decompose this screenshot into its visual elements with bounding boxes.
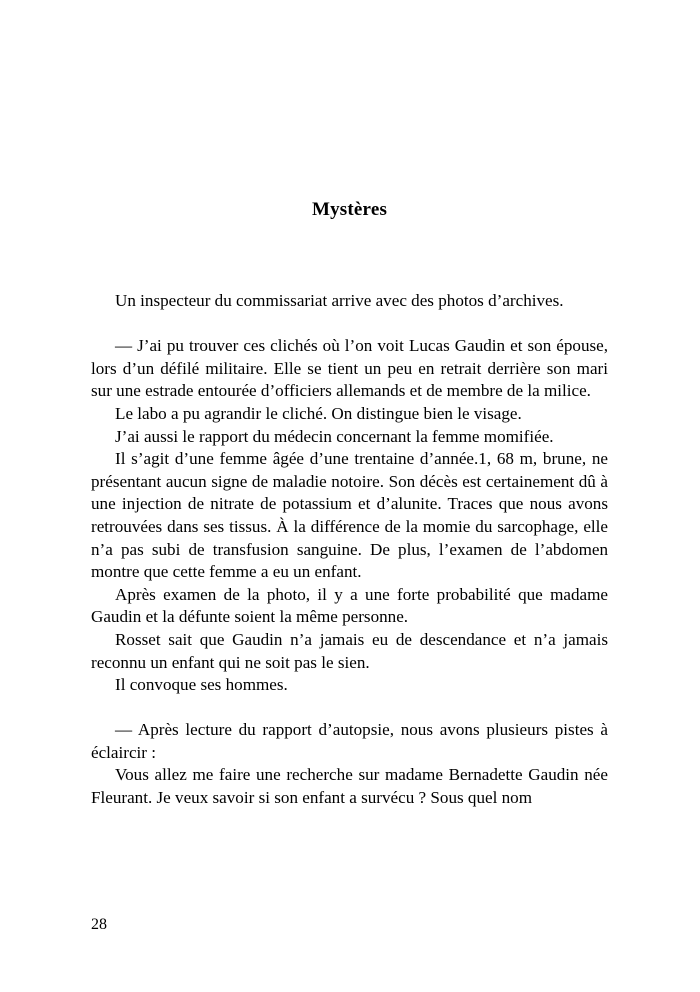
text-column: [91, 0, 608, 810]
paragraph: Il s’agit d’une femme âgée d’une trentaine d’année.1, 68 m, brune, ne présentant aucun signe de maladie notoire. Son décès est certainement dû à une injection de nitrate de potassium et d’alunite. Traces que nous avons retrouvées dans ses tissus. À la différence de la momie du sarcophage, elle n’a pas subi de transfusion sanguine. De plus, l’examen de l’abdomen montre que cette femme a eu un enfant.: [91, 449, 608, 582]
paragraph: — Après lecture du rapport d’autopsie, nous avons plusieurs pistes à éclaircir :: [91, 720, 608, 762]
paragraph: Un inspecteur du commissariat arrive avec des photos d’archives.: [115, 291, 564, 310]
page-title: Mystères: [311, 199, 388, 220]
paragraph: — J’ai pu trouver ces clichés où l’on voit Lucas Gaudin et son épouse, lors d’un défilé militaire. Elle se tient un peu en retrait derrière son mari sur une estrade entourée d’officiers allemands et de membre de la milice.: [91, 336, 608, 401]
paragraph: Il convoque ses hommes.: [115, 675, 288, 695]
paragraph: Rosset sait que Gaudin n’a jamais eu de descendance et n’a jamais reconnu un enfant qui ne soit pas le sien.: [91, 629, 608, 672]
paragraph: Après examen de la photo, il y a une forte probabilité que madame Gaudin et la défunte soient la même personne.: [91, 584, 608, 627]
paragraph: Vous allez me faire une recherche sur madame Bernadette Gaudin née Fleurant. Je veux savoir si son enfant a survécu ? Sous quel nom: [91, 765, 608, 808]
page-number: 28: [91, 916, 107, 933]
paragraph: J’ai aussi le rapport du médecin concernant la femme momifiée.: [115, 426, 554, 446]
paragraph: Le labo a pu agrandir le cliché. On distingue bien le visage.: [115, 403, 522, 423]
body-text: [91, 290, 608, 810]
